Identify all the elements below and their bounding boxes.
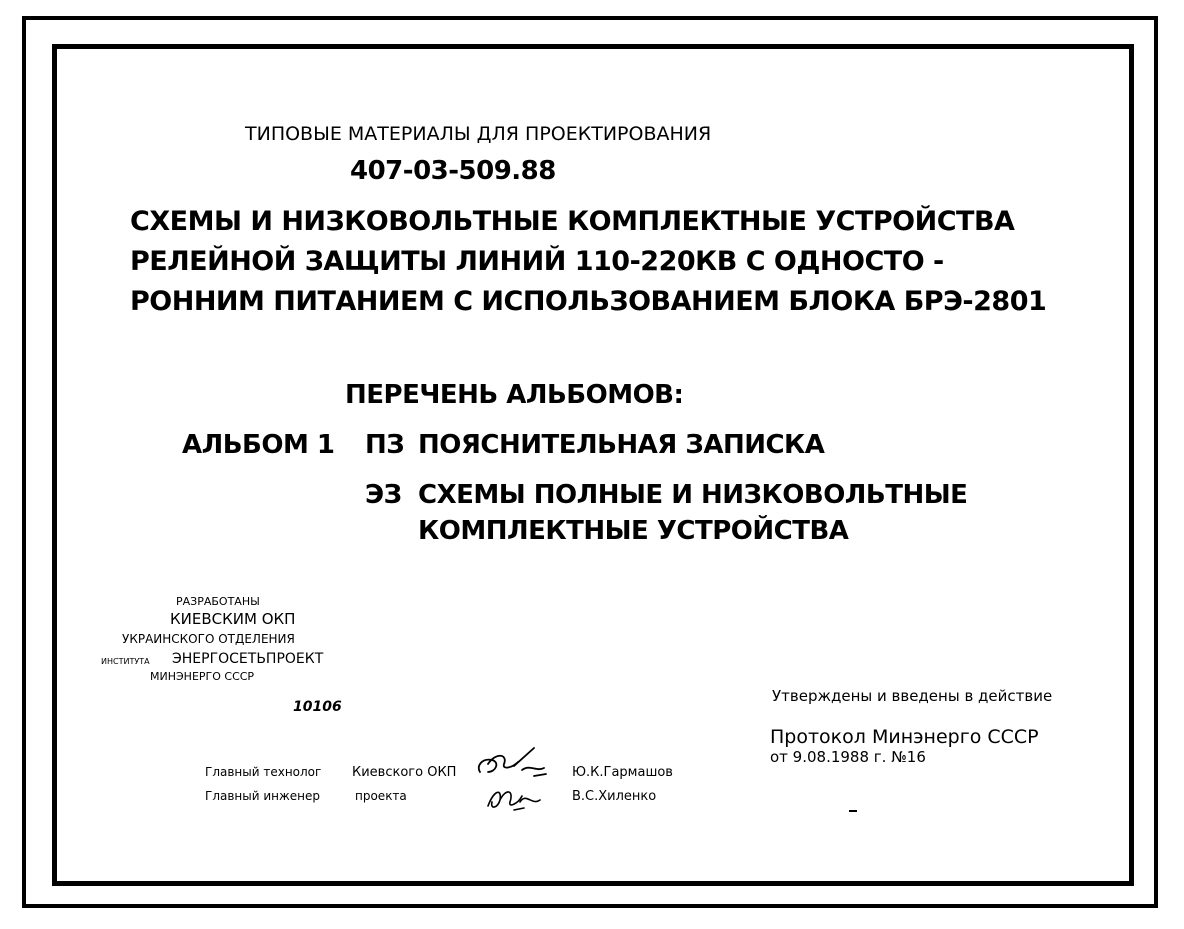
signer-name-1: Ю.К.Гармашов xyxy=(572,765,673,780)
albums-heading: ПЕРЕЧЕНЬ АЛЬБОМОВ: xyxy=(345,380,684,410)
approval-line-1: Утверждены и введены в действие xyxy=(772,687,1053,705)
approval-line-2: Протокол Минэнерго СССР xyxy=(770,726,1039,748)
signer-name-2: В.С.Хиленко xyxy=(572,789,657,804)
album-item-code: ПЗ xyxy=(365,430,405,460)
developer-line-3-name: ЭНЕРГОСЕТЬПРОЕКТ xyxy=(172,651,324,667)
developer-line-3-prefix: ИНСТИТУТА xyxy=(101,657,150,666)
developer-line-2: УКРАИНСКОГО ОТДЕЛЕНИЯ xyxy=(122,632,295,646)
inner-frame xyxy=(52,44,1134,886)
series-title: ТИПОВЫЕ МАТЕРИАЛЫ ДЛЯ ПРОЕКТИРОВАНИЯ xyxy=(245,123,712,145)
main-title-line-1: СХЕМЫ И НИЗКОВОЛЬТНЫЕ КОМПЛЕКТНЫЕ УСТРОЙСТВА xyxy=(130,206,1015,237)
signature-mark-1 xyxy=(474,742,558,784)
role-chief-technologist: Главный технолог xyxy=(205,765,322,779)
developer-line-1: КИЕВСКИМ ОКП xyxy=(170,610,296,628)
org-project: проекта xyxy=(355,789,407,803)
album-item-code: ЭЗ xyxy=(365,480,402,510)
album-item-text-continued: КОМПЛЕКТНЫЕ УСТРОЙСТВА xyxy=(418,516,849,546)
developer-line-4: МИНЭНЕРГО СССР xyxy=(150,670,255,683)
developer-label: РАЗРАБОТАНЫ xyxy=(176,595,260,608)
project-number: 407-03-509.88 xyxy=(350,156,556,186)
org-kiev-okp: Киевского ОКП xyxy=(352,765,457,780)
signature-mark-2 xyxy=(484,782,546,814)
inventory-number: 10106 xyxy=(293,699,342,715)
album-item-text: ПОЯСНИТЕЛЬНАЯ ЗАПИСКА xyxy=(418,430,825,460)
approval-line-3: от 9.08.1988 г. №16 xyxy=(770,748,926,766)
ink-dot xyxy=(849,810,857,812)
album-item-text: СХЕМЫ ПОЛНЫЕ И НИЗКОВОЛЬТНЫЕ xyxy=(418,480,968,510)
role-chief-engineer: Главный инженер xyxy=(205,789,321,803)
main-title-line-3: РОННИМ ПИТАНИЕМ С ИСПОЛЬЗОВАНИЕМ БЛОКА БРЭ-2801 xyxy=(130,286,1047,317)
main-title-line-2: РЕЛЕЙНОЙ ЗАЩИТЫ ЛИНИЙ 110-220КВ С ОДНОСТО - xyxy=(130,246,944,277)
album-label: АЛЬБОМ 1 xyxy=(182,430,335,460)
